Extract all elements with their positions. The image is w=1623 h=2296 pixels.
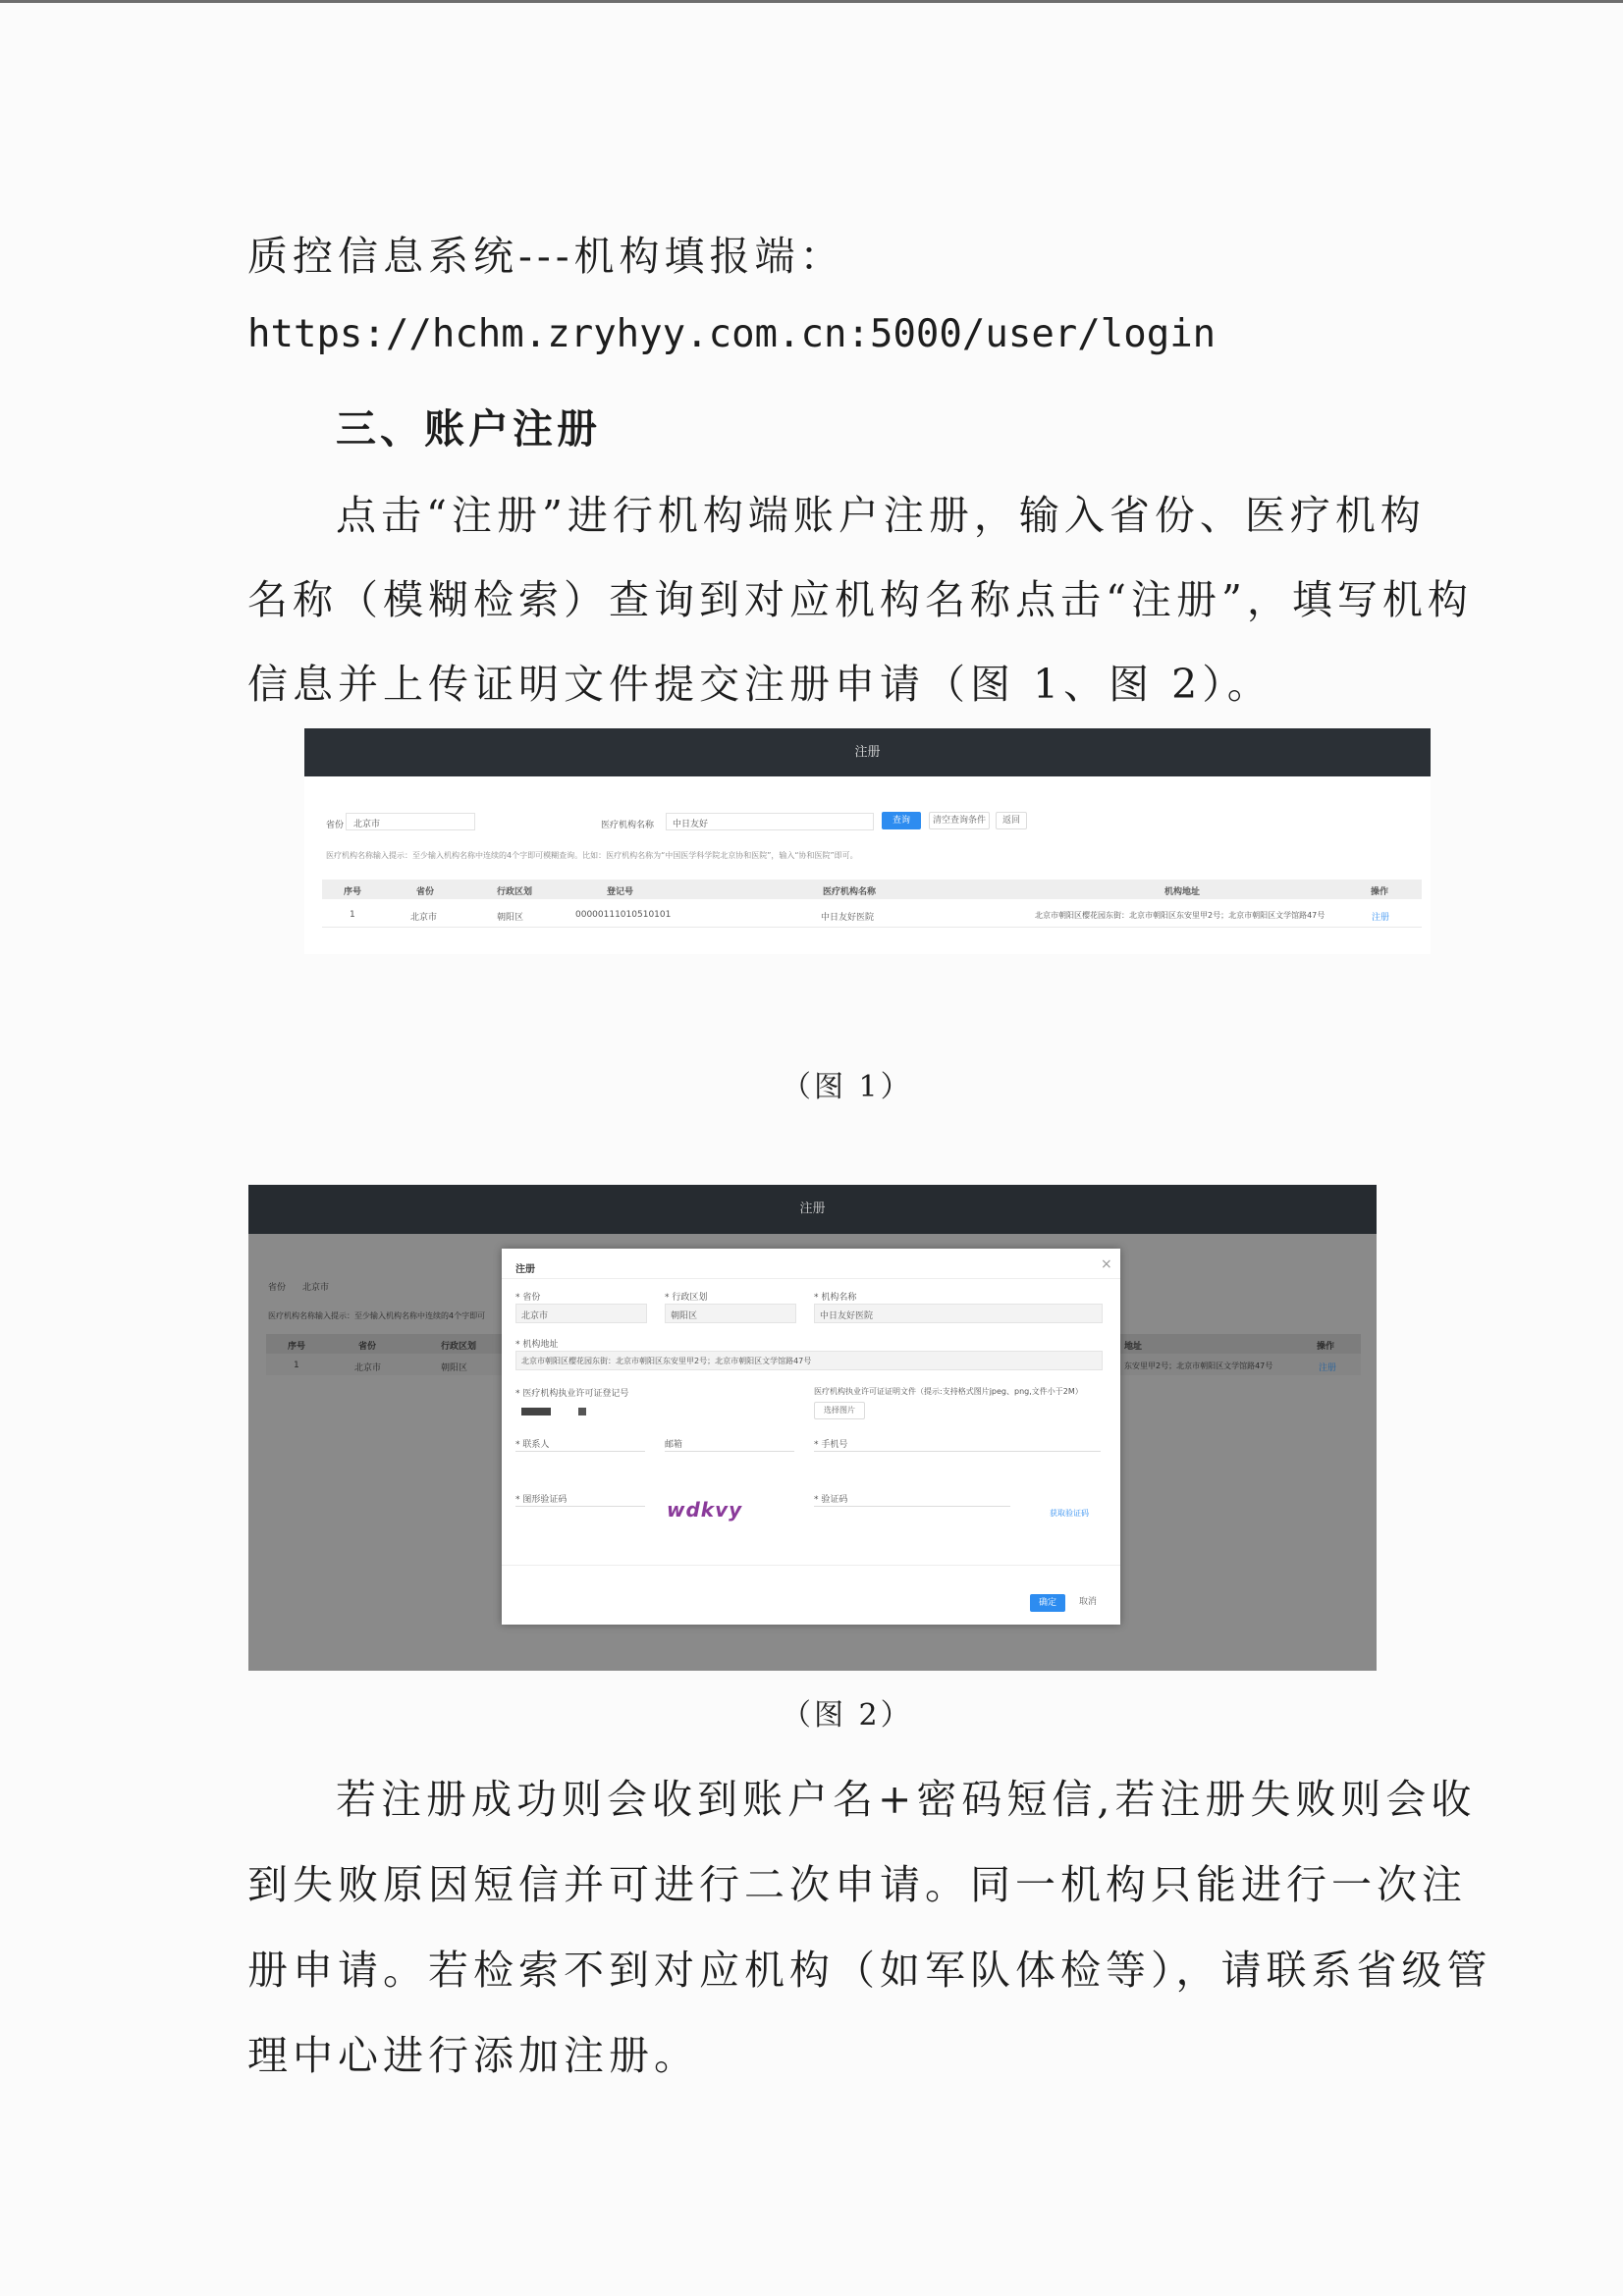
field-address-value: 北京市朝阳区樱花园东街：北京市朝阳区东安里甲2号；北京市朝阳区文学馆路47号 — [521, 1357, 812, 1365]
fig1-col-action: 操作 — [1371, 887, 1389, 897]
fig1-col-district: 行政区划 — [497, 887, 533, 897]
field-license-label: * 医疗机构执业许可证登记号 — [515, 1389, 629, 1399]
field-sms-input[interactable] — [814, 1506, 1010, 1507]
fig1-row-divider — [322, 927, 1422, 928]
figure-2-caption: （图 2） — [782, 1698, 913, 1733]
field-district-value: 朝阳区 — [671, 1311, 698, 1321]
fig1-col-orgname: 医疗机构名称 — [823, 887, 877, 897]
license-redacted-mark — [578, 1408, 586, 1415]
section-heading: 三、账户注册 — [336, 405, 601, 453]
choose-image-button[interactable]: 选择图片 — [814, 1402, 865, 1419]
field-address-label: * 机构地址 — [515, 1340, 559, 1350]
field-imgcode-input[interactable] — [515, 1506, 645, 1507]
fig1-col-province: 省份 — [416, 887, 435, 897]
field-district-label: * 行政区划 — [665, 1293, 708, 1303]
para2-line1: 若注册成功则会收到账户名+密码短信,若注册失败则会收 — [336, 1776, 1477, 1823]
field-province-value: 北京市 — [521, 1311, 549, 1321]
fig1-back-button[interactable]: 返回 — [996, 812, 1027, 829]
figure-2-screenshot — [248, 1185, 1377, 1671]
fig1-province-value: 北京市 — [353, 820, 381, 829]
fig2-bg-row-district: 朝阳区 — [441, 1363, 468, 1373]
para2-line4: 理中心进行添加注册。 — [247, 2032, 699, 2079]
modal-footer-divider — [502, 1565, 1120, 1566]
fig1-query-button[interactable]: 查询 — [882, 812, 921, 829]
fig1-org-label: 医疗机构名称 — [601, 821, 655, 830]
fig2-bg-col-address: 地址 — [1124, 1342, 1143, 1352]
fig1-province-label: 省份 — [326, 821, 345, 830]
fig1-row-orgname: 中日友好医院 — [821, 913, 875, 923]
fig1-title-bar: 注册 — [304, 728, 1431, 776]
fig2-bg-col-action: 操作 — [1317, 1342, 1335, 1352]
fig2-title-bar: 注册 — [248, 1185, 1377, 1234]
fig2-bg-col-district: 行政区划 — [441, 1342, 477, 1352]
para1-line3: 信息并上传证明文件提交注册申请（图 1、图 2）。 — [247, 661, 1272, 708]
fig1-clear-button[interactable]: 清空查询条件 — [929, 812, 990, 829]
doc-login-url[interactable]: https://hchm.zryhyy.com.cn:5000/user/login — [247, 312, 1217, 356]
fig1-row-register-link[interactable]: 注册 — [1372, 913, 1390, 923]
field-contact-label: * 联系人 — [515, 1440, 550, 1450]
fig2-bg-row-register-link[interactable]: 注册 — [1319, 1363, 1337, 1373]
field-orgname-label: * 机构名称 — [814, 1293, 857, 1303]
fig2-bg-col-province: 省份 — [358, 1342, 377, 1352]
figure-1-caption: （图 1） — [782, 1070, 913, 1104]
get-code-link[interactable]: 获取验证码 — [1050, 1509, 1089, 1518]
doc-line-system: 质控信息系统---机构填报端： — [247, 233, 845, 280]
fig1-row-district: 朝阳区 — [497, 913, 524, 923]
fig1-col-index: 序号 — [344, 887, 362, 897]
fig2-bg-col-index: 序号 — [288, 1342, 306, 1352]
modal-cancel-button[interactable]: 取消 — [1078, 1597, 1097, 1607]
register-modal — [502, 1249, 1120, 1625]
field-orgname-value: 中日友好医院 — [820, 1311, 874, 1321]
fig1-row-regno: 00000111010510101 — [575, 910, 672, 920]
license-redacted-block — [521, 1408, 551, 1415]
fig2-bg-row-index: 1 — [294, 1361, 299, 1370]
fig2-bg-row-province: 北京市 — [354, 1363, 382, 1373]
para1-line2: 名称（模糊检索）查询到对应机构名称点击“注册”，填写机构 — [247, 576, 1473, 623]
field-file-label: 医疗机构执业许可证证明文件（提示:支持格式图片jpeg、png,文件小于2M） — [814, 1387, 1083, 1396]
field-contact-input[interactable] — [515, 1451, 645, 1452]
para2-line3: 册申请。若检索不到对应机构（如军队体检等），请联系省级管 — [247, 1947, 1492, 1994]
field-email-input[interactable] — [665, 1451, 794, 1452]
modal-header-divider — [502, 1278, 1120, 1279]
field-sms-label: * 验证码 — [814, 1495, 848, 1505]
fig1-col-address: 机构地址 — [1164, 887, 1201, 897]
captcha-image[interactable]: wdkvy — [667, 1498, 743, 1522]
modal-close-icon[interactable]: × — [1101, 1256, 1112, 1272]
fig1-row-index: 1 — [350, 910, 355, 920]
modal-title: 注册 — [515, 1264, 535, 1275]
fig1-row-address: 北京市朝阳区樱花园东街：北京市朝阳区东安里甲2号；北京市朝阳区文学馆路47号 — [1035, 911, 1325, 920]
fig2-bg-hint: 医疗机构名称输入提示：至少输入机构名称中连续的4个字即可 — [268, 1311, 486, 1320]
field-phone-label: * 手机号 — [814, 1440, 848, 1450]
page-top-border — [0, 0, 1623, 3]
field-phone-input[interactable] — [814, 1451, 1101, 1452]
field-imgcode-label: * 图形验证码 — [515, 1495, 568, 1505]
fig1-col-regno: 登记号 — [607, 887, 634, 897]
figure-1-screenshot — [304, 728, 1431, 954]
para2-line2: 到失败原因短信并可进行二次申请。同一机构只能进行一次注 — [247, 1861, 1467, 1908]
fig2-bg-province-value: 北京市 — [302, 1283, 330, 1293]
fig1-org-value: 中日友好 — [673, 820, 709, 829]
fig1-hint: 医疗机构名称输入提示：至少输入机构名称中连续的4个字即可模糊查询。比如：医疗机构名称为“中国医学科学院北京协和医院”，输入“协和医院”即可。 — [326, 851, 858, 860]
field-email-label: 邮箱 — [665, 1440, 683, 1450]
para1-line1: 点击“注册”进行机构端账户注册，输入省份、医疗机构 — [336, 492, 1426, 539]
fig2-bg-row-address: 东安里甲2号；北京市朝阳区文学馆路47号 — [1124, 1362, 1273, 1370]
fig2-bg-province-label: 省份 — [268, 1283, 287, 1293]
field-province-label: * 省份 — [515, 1293, 541, 1303]
modal-ok-button[interactable]: 确定 — [1030, 1594, 1065, 1612]
fig1-row-province: 北京市 — [410, 913, 438, 923]
